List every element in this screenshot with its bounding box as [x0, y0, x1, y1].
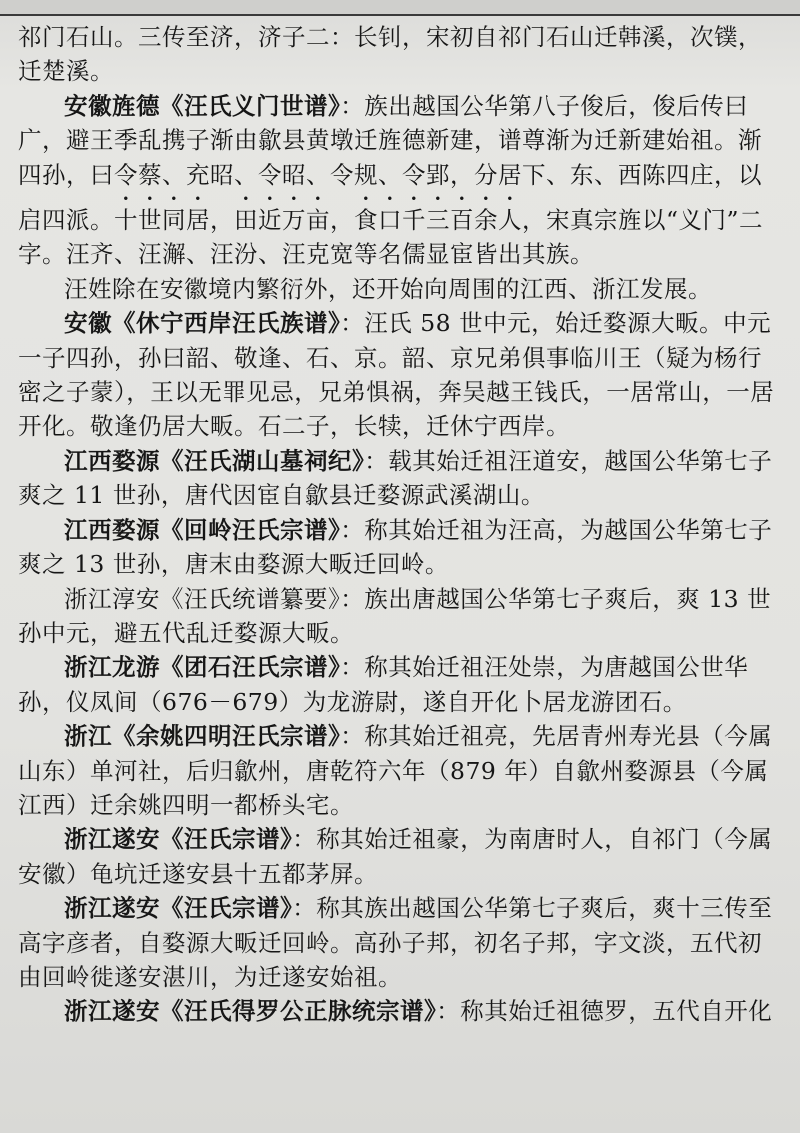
emphasized-text: 十世同居，田近万亩，食口千三百余人 [114, 206, 522, 235]
paragraph-text: 浙江淳安《汪氏统谱纂要》：族出唐越国公华第七子爽后，爽 13 世孙中元，避五代乱迁婺源大畈。 [18, 584, 772, 647]
paragraph-text: ：称其始迁祖豪，为南唐时人，自祁门（今属安徽）龟坑迁遂安县十五都茅屏。 [18, 825, 773, 888]
paragraph-text: 祁门石山。三传至济，济子二：长钊，宋初自祁门石山迁韩溪，次镤，迁楚溪。 [18, 23, 762, 86]
paragraph-text: ：称其始迁祖德罗，五代自开化 [436, 997, 773, 1026]
paragraph [18, 719, 780, 822]
page-body-text [18, 20, 780, 1029]
genealogy-title: 浙江龙游《团石汪氏宗谱》 [64, 653, 341, 682]
paragraph [18, 272, 780, 306]
paragraph-text: ：称其族出越国公华第七子爽后，爽十三传至高字彦者，自婺源大畈迁回岭。高孙子邦，初名子邦，字文淡，五代初由回岭徙遂安湛川，为迁遂安始祖。 [18, 894, 773, 991]
paragraph [18, 994, 780, 1028]
genealogy-title: 安徽旌德《汪氏义门世谱》 [64, 91, 341, 120]
paragraph [18, 582, 780, 651]
genealogy-title: 浙江遂安《汪氏宗谱》 [64, 894, 293, 923]
paragraph [18, 20, 780, 89]
paragraph [18, 306, 780, 444]
paragraph [18, 891, 780, 994]
paragraph [18, 444, 780, 513]
genealogy-title: 浙江遂安《汪氏得罗公正脉统宗谱》 [64, 997, 437, 1026]
genealogy-title: 江西婺源《回岭汪氏宗谱》 [64, 515, 341, 544]
paragraph [18, 822, 780, 891]
genealogy-title: 安徽《休宁西岸汪氏族谱》 [64, 309, 341, 338]
paragraph-text: ：称其始迁祖为汪高，为越国公华第七子爽之 13 世孙，唐末由婺源大畈迁回岭。 [18, 515, 773, 579]
genealogy-title: 江西婺源《汪氏湖山墓祠纪》 [64, 446, 365, 475]
genealogy-title: 浙江遂安《汪氏宗谱》 [64, 825, 293, 854]
paragraph [18, 513, 780, 582]
paragraph-text: ：载其始迁祖汪道安，越国公华第七子爽之 11 世孙，唐代因宦自歙县迁婺源武溪湖山。 [18, 446, 773, 510]
paragraph-text: 汪姓除在安徽境内繁衍外，还开始向周围的江西、浙江发展。 [64, 274, 712, 303]
paragraph-text: ：族出越国公华第八子俊后，俊后传曰广，避王季乱携子渐由歙县黄墩迁旌德新建，谱尊渐为迁新建始祖。渐四孙，曰令蔡、充昭、令昭、令规、令郢，分居下、东、西陈四庄，以启四派。 [18, 91, 762, 235]
genealogy-title: 浙江《余姚四明汪氏宗谱》 [64, 722, 341, 751]
paragraph-text: ，宋真宗旌以“义门”二字。汪齐、汪澥、汪汾、汪克宽等名儒显宦皆出其族。 [18, 206, 764, 269]
paragraph [18, 89, 780, 272]
page-top-edge [0, 0, 800, 16]
paragraph-text: ：汪氏 58 世中元，始迁婺源大畈。中元一子四孙，孙曰韶、敬逢、石、京。韶、京兄弟俱事临川王（疑为杨行密之子蒙），王以无罪见忌，兄弟惧祸，奔吴越王钱氏，一居常山，一居开化。敬逢仍居大畈。石二子，长犊，迁休宁西岸。 [18, 309, 775, 441]
paragraph-text: ：称其始迁祖亮，先居青州寿光县（今属山东）单河社，后归歙州，唐乾符六年（879 年）自歙州婺源县（今属江西）迁余姚四明一都桥头宅。 [18, 722, 773, 819]
paragraph [18, 650, 780, 719]
paragraph-text: ：称其始迁祖汪处崇，为唐越国公世华孙，仪凤间（676－679）为龙游尉，遂自开化卜居龙游团石。 [18, 653, 749, 716]
